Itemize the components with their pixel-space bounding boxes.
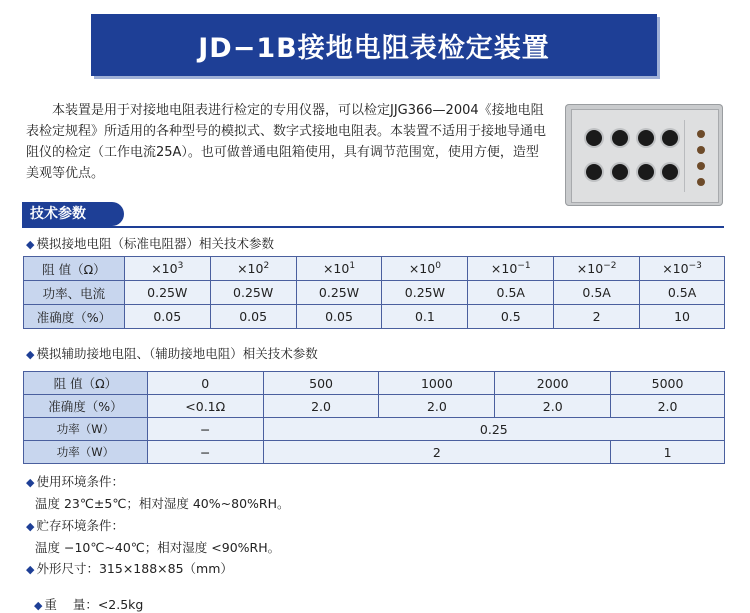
table-cell: $\times 10^{-3}$ xyxy=(640,257,725,281)
diamond-bullet-icon: ◆ xyxy=(26,476,35,489)
terminal-icon xyxy=(697,146,705,154)
terminal-icon xyxy=(697,178,705,186)
table-cell: $\times 10^3$ xyxy=(124,257,210,281)
table-cell: 1 xyxy=(611,441,725,464)
dial-knob xyxy=(586,164,602,180)
weight-text: 重 量：<2.5kg xyxy=(44,597,144,612)
table-cell: 2.0 xyxy=(379,395,495,418)
table-auxiliary-resistor xyxy=(23,371,725,464)
row-label: 功率、电流 xyxy=(24,281,125,305)
diamond-bullet-icon: ◆ xyxy=(26,563,35,576)
table-cell: $\times 10^2$ xyxy=(210,257,296,281)
table-cell: 500 xyxy=(263,372,379,395)
table-cell: 0.25W xyxy=(124,281,210,305)
table-row xyxy=(24,281,725,305)
dial-knob xyxy=(612,130,628,146)
table-row xyxy=(24,372,725,395)
size-line xyxy=(26,559,233,577)
table-cell: 0.05 xyxy=(296,305,382,329)
diamond-bullet-icon: ◆ xyxy=(33,599,43,612)
row-label: 阻 值（Ω） xyxy=(24,257,125,281)
dial-knob xyxy=(662,130,678,146)
row-label: 功率（W） xyxy=(24,418,148,441)
diamond-bullet-icon: ◆ xyxy=(26,520,35,533)
panel-divider xyxy=(684,120,685,192)
table-standard-resistor xyxy=(23,256,725,329)
intro-paragraph: 本装置是用于对接地电阻表进行检定的专用仪器，可以检定JJG366—2004《接地电阻表检定规程》所适用的各种型号的模拟式、数字式接地电阻表。本装置不适用于接地导通电阻仪的检定（工作电流25A）。也可做普通电阻箱使用，具有调节范围宽，使用方便，造型美观等优点。 xyxy=(26,103,547,181)
table-cell: $\times 10^{-1}$ xyxy=(468,257,554,281)
table-cell: 0.5A xyxy=(468,281,554,305)
table-cell: 0 xyxy=(147,372,263,395)
table-cell: $\times 10^{-2}$ xyxy=(554,257,640,281)
table-cell: $\times 10^1$ xyxy=(296,257,382,281)
device-photo xyxy=(565,104,723,206)
table-row xyxy=(24,305,725,329)
storage-conditions-label: 贮存环境条件： xyxy=(36,518,124,533)
table-cell: 1000 xyxy=(379,372,495,395)
section-divider xyxy=(22,226,724,228)
table-row xyxy=(24,395,725,418)
row-label: 阻 值（Ω） xyxy=(24,372,148,395)
table-cell: 0.25W xyxy=(210,281,296,305)
table-cell: 0.1 xyxy=(382,305,468,329)
page-title: JD−1B接地电阻表检定装置 xyxy=(198,32,550,64)
table2-caption-line xyxy=(26,344,318,362)
row-label: 准确度（%） xyxy=(24,305,125,329)
diamond-bullet-icon: ◆ xyxy=(26,238,35,251)
table-cell: 2 xyxy=(554,305,640,329)
table-cell: 0.05 xyxy=(210,305,296,329)
storage-conditions-line xyxy=(26,516,124,534)
table-row xyxy=(24,418,725,441)
table-cell: 10 xyxy=(640,305,725,329)
row-label: 准确度（%） xyxy=(24,395,148,418)
use-conditions-line xyxy=(26,472,124,490)
dial-knob xyxy=(612,164,628,180)
table-cell: 0.5 xyxy=(468,305,554,329)
table-cell: 2.0 xyxy=(495,395,611,418)
device-panel xyxy=(571,109,719,203)
terminal-icon xyxy=(697,162,705,170)
table-cell: $\times 10^0$ xyxy=(382,257,468,281)
table-cell: 0.25W xyxy=(382,281,468,305)
table-cell: 0.25W xyxy=(296,281,382,305)
table-cell: − xyxy=(147,441,263,464)
dial-knob xyxy=(638,164,654,180)
table1-caption: 模拟接地电阻（标准电阻器）相关技术参数 xyxy=(36,236,274,251)
table-cell: 2.0 xyxy=(611,395,725,418)
dimensions-text: 外形尺寸：315×188×85（mm） xyxy=(36,561,233,576)
section-header: 技术参数 xyxy=(22,202,124,226)
table-cell: 0.25 xyxy=(263,418,724,441)
use-conditions-value: 温度 23℃±5℃；相对湿度 40%~80%RH。 xyxy=(35,496,290,511)
table-cell: 2000 xyxy=(495,372,611,395)
title-banner xyxy=(91,14,657,76)
dial-knob xyxy=(586,130,602,146)
table-cell: 2.0 xyxy=(263,395,379,418)
table1-caption-line xyxy=(26,234,274,252)
terminal-icon xyxy=(697,130,705,138)
dial-knob xyxy=(638,130,654,146)
table-cell: <0.1Ω xyxy=(147,395,263,418)
table-cell: 0.5A xyxy=(640,281,725,305)
table-cell: 2 xyxy=(263,441,610,464)
row-label: 功率（W） xyxy=(24,441,148,464)
table-row xyxy=(24,441,725,464)
use-conditions-label: 使用环境条件： xyxy=(36,474,124,489)
table-cell: 5000 xyxy=(611,372,725,395)
diamond-bullet-icon: ◆ xyxy=(26,348,35,361)
table-cell: − xyxy=(147,418,263,441)
table-cell: 0.05 xyxy=(124,305,210,329)
weight-line xyxy=(26,580,143,613)
dial-knob xyxy=(662,164,678,180)
table-row xyxy=(24,257,725,281)
table-cell: 0.5A xyxy=(554,281,640,305)
table2-caption: 模拟辅助接地电阻、（辅助接地电阻）相关技术参数 xyxy=(36,346,318,361)
storage-conditions-value: 温度 −10℃~40℃；相对湿度 <90%RH。 xyxy=(35,540,281,555)
